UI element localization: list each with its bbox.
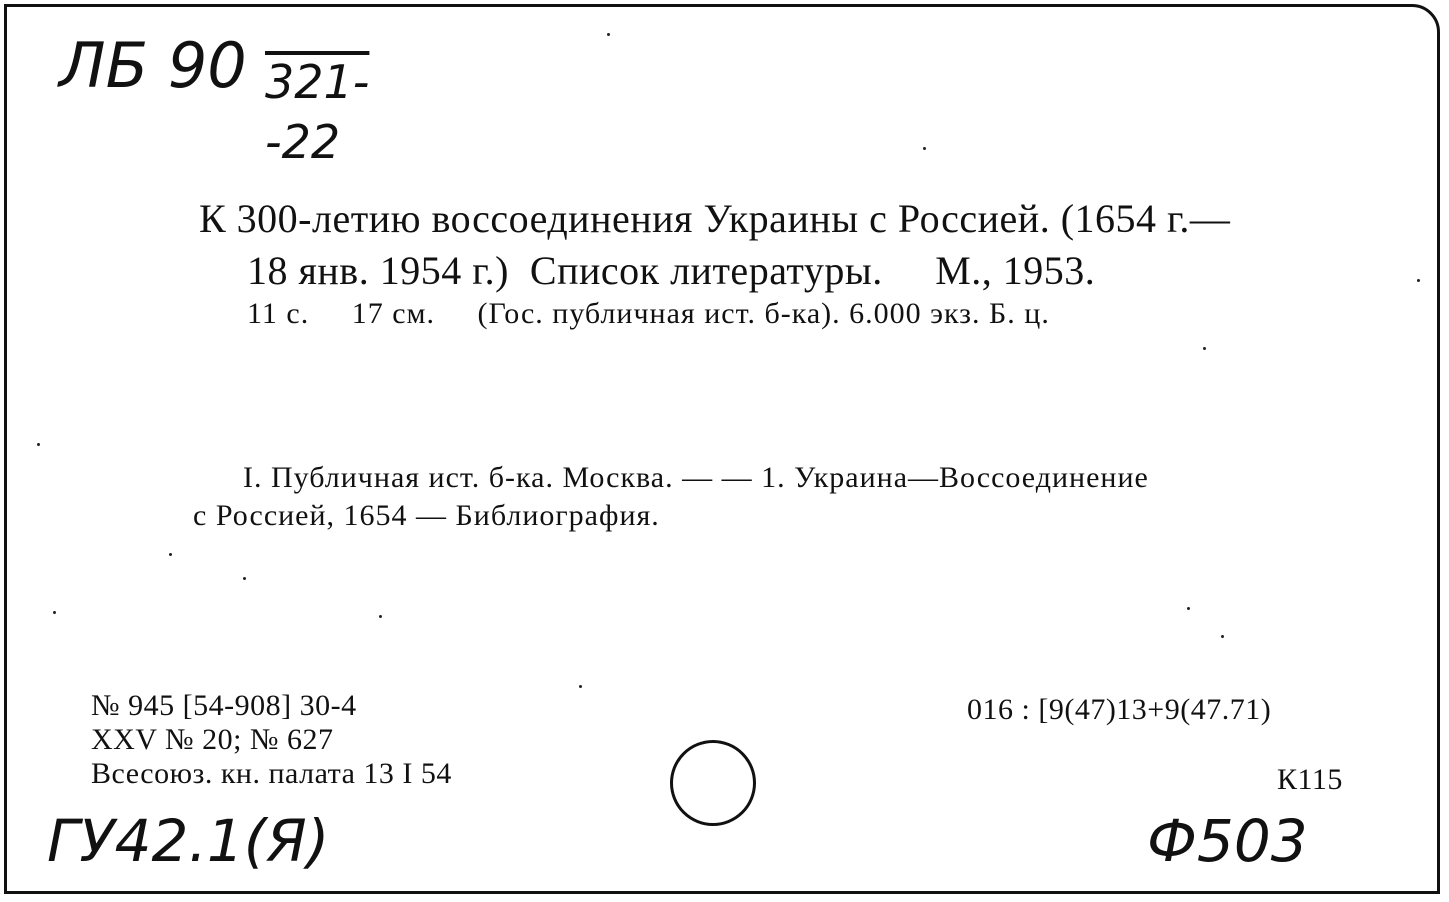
scan-speck: [37, 443, 40, 446]
scan-speck: [169, 553, 172, 556]
scan-speck: [579, 685, 582, 688]
footer-chamber-line: Всесоюз. кн. палата 13 I 54: [91, 757, 452, 790]
footer-series-line: XXV № 20; № 627: [91, 723, 334, 756]
footer-number-line: № 945 [54-908] 30-4: [91, 689, 357, 722]
scan-speck: [53, 611, 56, 614]
scan-speck: [379, 615, 382, 618]
entry-collation: 11 с. 17 см. (Гос. публичная ист. б-ка). 6.000 экз. Б. ц.: [247, 297, 1050, 330]
handwritten-fraction-top: 321-: [265, 55, 370, 109]
entry-tracing-line-1: I. Публичная ист. б-ка. Москва. — — 1. Украина—Воссоединение: [243, 461, 1149, 494]
card-punch-hole: [670, 740, 756, 826]
scan-speck: [923, 147, 926, 150]
handwritten-fund-number: Ф503: [1147, 807, 1308, 875]
entry-tracing-line-2: с Россией, 1654 — Библиография.: [193, 499, 660, 532]
scan-speck: [1221, 635, 1224, 638]
scan-speck: [607, 33, 610, 36]
scan-speck: [243, 577, 246, 580]
entry-title-line-1: К 300-летию воссоединения Украины с Россией. (1654 г.—: [199, 196, 1231, 241]
handwritten-call-number: ГУ42.1(Я): [47, 807, 330, 875]
scan-speck: [1203, 347, 1206, 350]
handwritten-fraction-bottom: -22: [265, 115, 341, 169]
classification-code: 016 : [9(47)13+9(47.71): [967, 693, 1272, 726]
scan-speck: [1187, 607, 1190, 610]
catalog-card: [4, 4, 1440, 894]
handwritten-shelfmark: ЛБ 90: [59, 29, 247, 102]
author-code: К115: [1277, 763, 1343, 796]
entry-title-line-2: 18 янв. 1954 г.) Список литературы. М., 1953.: [247, 248, 1096, 293]
scan-speck: [1417, 279, 1420, 282]
